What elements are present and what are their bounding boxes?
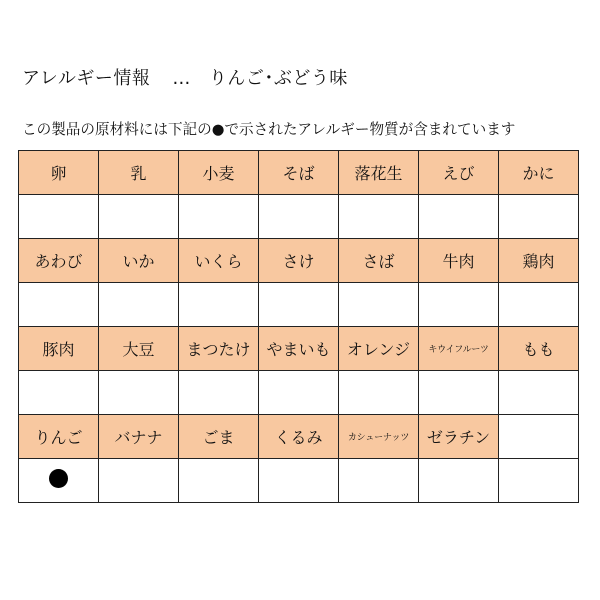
allergen-marker-row [19, 283, 579, 327]
allergen-marker-cell [339, 459, 419, 503]
allergy-description: この製品の原材料には下記の●で示されたアレルギー物質が含まれています [22, 121, 516, 138]
allergen-marker-cell [259, 371, 339, 415]
allergen-marker-cell [259, 283, 339, 327]
allergen-label-row [19, 415, 579, 459]
allergen-marker-cell [419, 371, 499, 415]
allergen-label-cell: カシューナッツ [339, 415, 419, 459]
allergen-marker-cell [179, 371, 259, 415]
allergen-label-cell: えび [419, 151, 499, 195]
allergen-label-cell: 小麦 [179, 151, 259, 195]
allergen-marker-row [19, 459, 579, 503]
allergen-label-cell: 大豆 [99, 327, 179, 371]
allergen-label-cell: 落花生 [339, 151, 419, 195]
allergen-label-cell: キウイフルーツ [419, 327, 499, 371]
allergen-marker-cell [499, 371, 579, 415]
allergen-marker-cell [499, 283, 579, 327]
allergy-info-title [22, 64, 348, 90]
allergen-table [18, 150, 579, 503]
allergen-label-cell: りんご [19, 415, 99, 459]
allergen-label-cell: あわび [19, 239, 99, 283]
allergen-marker-cell [259, 459, 339, 503]
allergen-label-cell: 乳 [99, 151, 179, 195]
allergen-label-cell: ごま [179, 415, 259, 459]
allergen-label-cell: バナナ [99, 415, 179, 459]
allergen-label-cell: いくら [179, 239, 259, 283]
allergen-marker-cell [99, 195, 179, 239]
allergen-label-cell: ゼラチン [419, 415, 499, 459]
title-separator: … [172, 68, 191, 89]
allergen-marker-cell [419, 195, 499, 239]
allergen-marker-cell [19, 459, 99, 503]
allergen-label-cell: まつたけ [179, 327, 259, 371]
allergen-marker-cell [259, 195, 339, 239]
allergen-marker-cell [499, 459, 579, 503]
title-label: アレルギー情報 [22, 68, 151, 89]
allergen-label-cell: かに [499, 151, 579, 195]
allergen-label-row [19, 327, 579, 371]
allergen-marker-cell [419, 283, 499, 327]
allergen-label-cell: やまいも [259, 327, 339, 371]
allergen-marker-cell [99, 371, 179, 415]
allergen-label-cell: そば [259, 151, 339, 195]
allergen-label-cell: 豚肉 [19, 327, 99, 371]
allergen-label-row [19, 239, 579, 283]
allergen-label-cell: 卵 [19, 151, 99, 195]
contains-marker-dot [49, 469, 68, 488]
allergen-marker-cell [19, 283, 99, 327]
allergen-marker-cell [99, 283, 179, 327]
allergen-label-cell: さば [339, 239, 419, 283]
allergen-marker-cell [19, 195, 99, 239]
allergen-label-cell: いか [99, 239, 179, 283]
product-name: りんご･ぶどう味 [208, 68, 348, 89]
allergen-marker-cell [179, 459, 259, 503]
allergen-marker-cell [339, 195, 419, 239]
allergen-label-cell: オレンジ [339, 327, 419, 371]
allergen-marker-cell [99, 459, 179, 503]
allergen-label-cell [499, 415, 579, 459]
allergen-label-row [19, 151, 579, 195]
allergen-marker-cell [19, 371, 99, 415]
allergen-label-cell: 牛肉 [419, 239, 499, 283]
allergen-label-cell: さけ [259, 239, 339, 283]
allergen-marker-cell [339, 283, 419, 327]
allergen-marker-row [19, 195, 579, 239]
allergen-marker-row [19, 371, 579, 415]
allergen-label-cell: もも [499, 327, 579, 371]
allergen-marker-cell [499, 195, 579, 239]
allergen-label-cell: 鶏肉 [499, 239, 579, 283]
allergen-marker-cell [179, 283, 259, 327]
allergen-marker-cell [419, 459, 499, 503]
allergen-label-cell: くるみ [259, 415, 339, 459]
allergen-marker-cell [179, 195, 259, 239]
allergen-marker-cell [339, 371, 419, 415]
